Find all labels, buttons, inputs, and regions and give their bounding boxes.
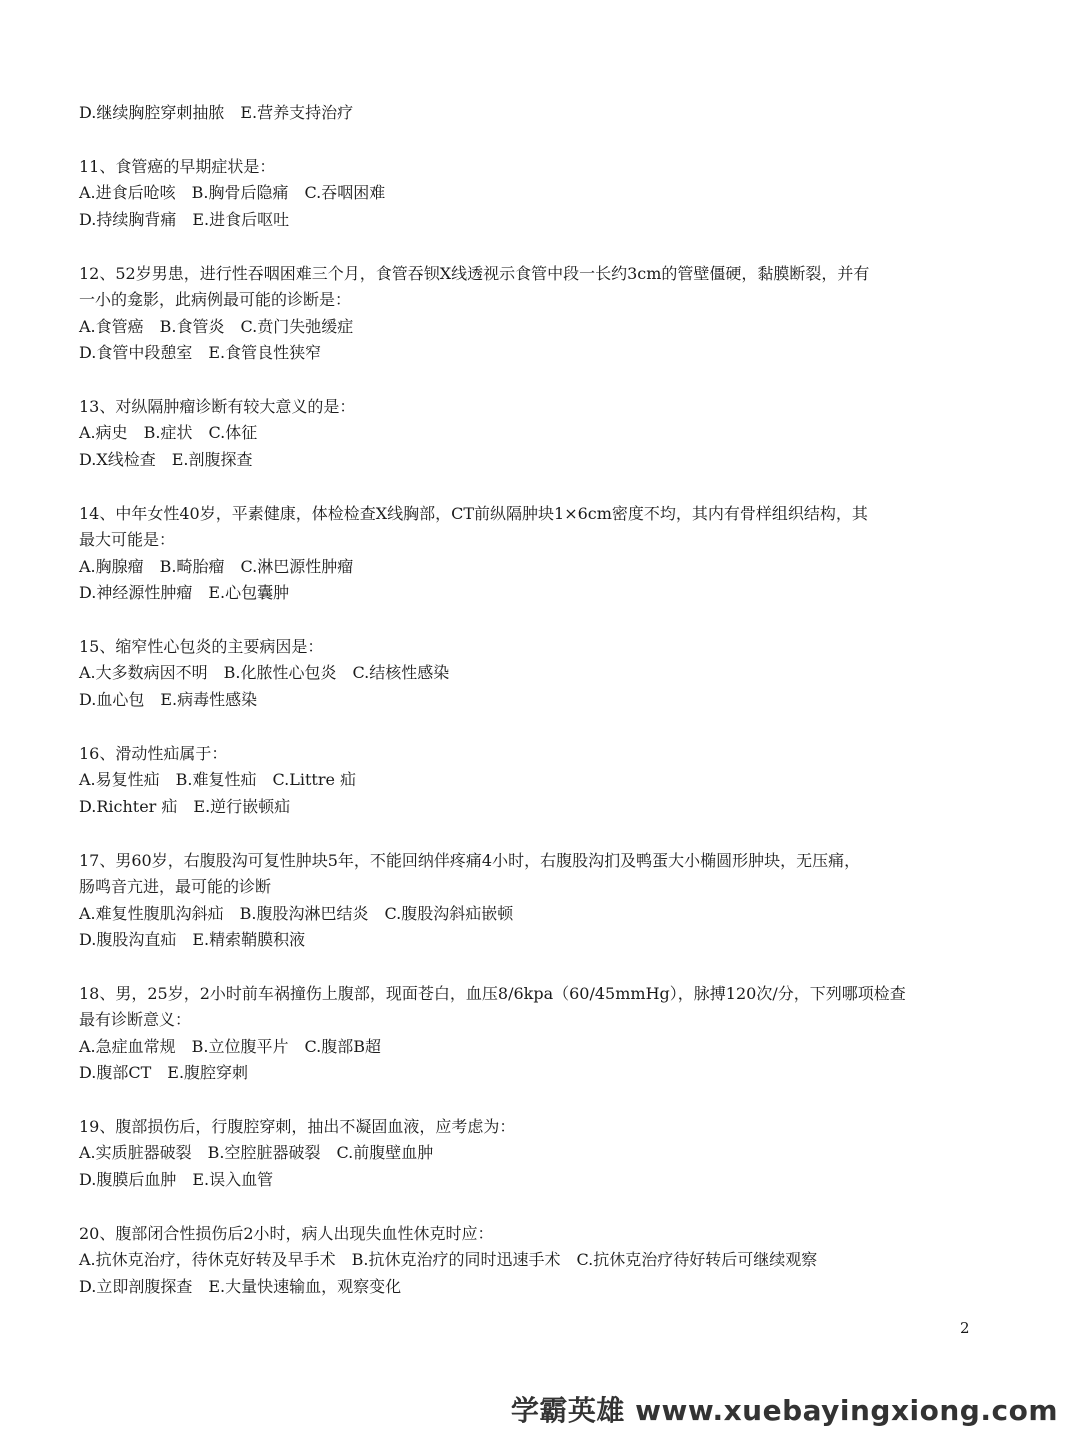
option-line-q12-abc: A.食管癌 B.食管炎 C.贲门失弛缓症 — [79, 317, 354, 336]
question-18-stem-line-1: 18、男，25岁，2小时前车祸撞伤上腹部，现面苍白，血压8/6kpa（60/45mmHg），脉搏120次/分，下列哪项检查 — [79, 984, 906, 1003]
option-line-q11-abc: A.进食后呛咳 B.胸骨后隐痛 C.吞咽困难 — [79, 183, 386, 202]
option-line-q13-de: D.X线检查 E.剖腹探查 — [79, 450, 253, 469]
option-line-q13-abc: A.病史 B.症状 C.体征 — [79, 423, 258, 442]
question-15-stem: 15、缩窄性心包炎的主要病因是： — [79, 637, 324, 656]
question-14-stem-line-2: 最大可能是： — [79, 530, 176, 549]
option-line-q17-de: D.腹股沟直疝 E.精索鞘膜积液 — [79, 930, 306, 949]
question-17-stem-line-1: 17、男60岁，右腹股沟可复性肿块5年，不能回纳伴疼痛4小时，右腹股沟扪及鸭蛋大小椭圆形肿块，无压痛， — [79, 851, 861, 870]
option-line-q20-de: D.立即剖腹探查 E.大量快速输血，观察变化 — [79, 1277, 402, 1296]
option-line-q14-de: D.神经源性肿瘤 E.心包囊肿 — [79, 583, 290, 602]
question-14-stem-line-1: 14、中年女性40岁，平素健康，体检检查X线胸部，CT前纵隔肿块1×6cm密度不均，其内有骨样组织结构，其 — [79, 504, 868, 523]
option-line-q12-de: D.食管中段憩室 E.食管良性狭窄 — [79, 343, 322, 362]
option-line-q17-abc: A.难复性腹肌沟斜疝 B.腹股沟淋巴结炎 C.腹股沟斜疝嵌顿 — [79, 904, 514, 923]
option-line-q14-abc: A.胸腺瘤 B.畸胎瘤 C.淋巴源性肿瘤 — [79, 557, 354, 576]
option-line-q16-de: D.Richter 疝 E.逆行嵌顿疝 — [79, 797, 291, 816]
watermark-text: 学霸英雄 www.xuebayingxiong.com — [510, 1394, 1058, 1427]
question-18-stem-line-2: 最有诊断意义： — [79, 1010, 192, 1029]
option-line-q18-de: D.腹部CT E.腹腔穿刺 — [79, 1063, 249, 1082]
option-line-q18-abc: A.急症血常规 B.立位腹平片 C.腹部B超 — [79, 1037, 382, 1056]
option-line-q15-abc: A.大多数病因不明 B.化脓性心包炎 C.结核性感染 — [79, 663, 450, 682]
option-line-q19-abc: A.实质脏器破裂 B.空腔脏器破裂 C.前腹壁血肿 — [79, 1143, 434, 1162]
question-13-stem: 13、对纵隔肿瘤诊断有较大意义的是： — [79, 397, 356, 416]
question-11-stem: 11、食管癌的早期症状是： — [79, 157, 276, 176]
page-number: 2 — [960, 1319, 970, 1337]
question-12-stem-line-2: 一小的龛影，此病例最可能的诊断是： — [79, 290, 352, 309]
question-17-stem-line-2: 肠鸣音亢进，最可能的诊断 — [79, 877, 272, 896]
option-line-q16-abc: A.易复性疝 B.难复性疝 C.Littre 疝 — [79, 770, 357, 789]
question-12-stem-line-1: 12、52岁男患，进行性吞咽困难三个月，食管吞钡X线透视示食管中段一长约3cm的管壁僵硬，黏膜断裂，并有 — [79, 264, 870, 283]
question-19-stem: 19、腹部损伤后，行腹腔穿刺，抽出不凝固血液，应考虑为： — [79, 1117, 516, 1136]
option-line-q20-abc: A.抗休克治疗，待休克好转及早手术 B.抗休克治疗的同时迅速手术 C.抗休克治疗待好转后可继续观察 — [79, 1250, 818, 1269]
question-16-stem: 16、滑动性疝属于： — [79, 744, 228, 763]
question-20-stem: 20、腹部闭合性损伤后2小时，病人出现失血性休克时应： — [79, 1224, 494, 1243]
option-line-q11-de: D.持续胸背痛 E.进食后呕吐 — [79, 210, 290, 229]
option-line-q19-de: D.腹膜后血肿 E.误入血管 — [79, 1170, 274, 1189]
option-line-q15-de: D.血心包 E.病毒性感染 — [79, 690, 258, 709]
option-line-q10-de: D.继续胸腔穿刺抽脓 E.营养支持治疗 — [79, 103, 354, 122]
